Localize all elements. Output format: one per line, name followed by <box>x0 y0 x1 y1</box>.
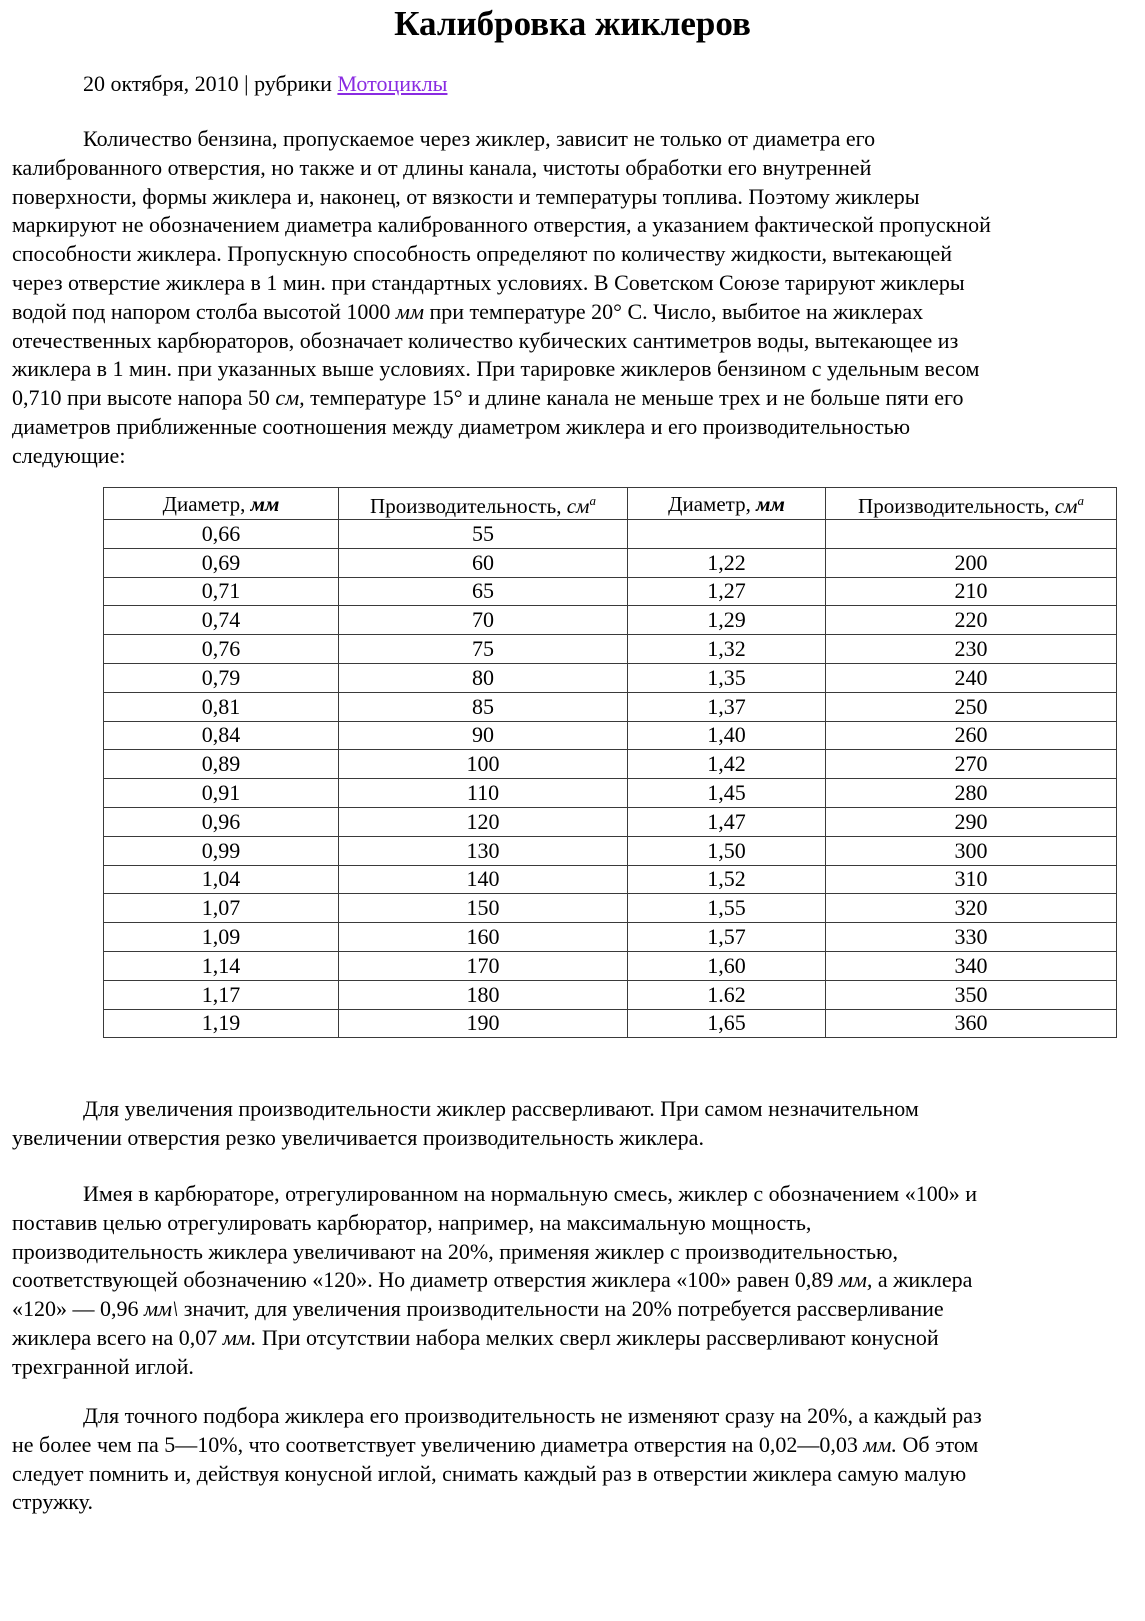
table-row <box>104 865 1117 894</box>
table-body <box>104 520 1117 1038</box>
cell-throughput-left: 65 <box>339 577 628 606</box>
table-header-row <box>104 488 1117 520</box>
text-line: калиброванного отверстия, но также и от длины канала, чистоты обработки его внутренней <box>12 154 872 180</box>
table-row <box>104 520 1117 549</box>
text-line: через отверстие жиклера в 1 мин. при стандартных условиях. В Советском Союзе тарируют жиклеры <box>12 269 965 295</box>
cell-diameter-left: 1,09 <box>104 923 339 952</box>
cell-diameter-left: 0,84 <box>104 721 339 750</box>
category-prefix: рубрики <box>254 71 338 96</box>
text-line: способности жиклера. Пропускную способность определяют по количеству жидкости, вытекающей <box>12 241 953 267</box>
cell-throughput-left: 55 <box>339 520 628 549</box>
text-fragment: жиклера всего на 0,07 <box>12 1324 223 1350</box>
cell-throughput-right <box>826 520 1117 549</box>
text-line: жиклера в 1 мин. при указанных выше условиях. При тарировке жиклеров бензином с удельным весом <box>12 356 980 382</box>
post-meta <box>83 70 447 98</box>
cell-throughput-left: 160 <box>339 923 628 952</box>
cell-throughput-left: 100 <box>339 750 628 779</box>
unit-text: см, <box>275 385 305 411</box>
cell-throughput-right: 360 <box>826 1009 1117 1038</box>
text-line: увеличении отверстия резко увеличивается производительность жиклера. <box>12 1124 704 1150</box>
table-row <box>104 548 1117 577</box>
table-row <box>104 606 1117 635</box>
cell-diameter-right <box>628 520 826 549</box>
text-line <box>12 1324 1136 1353</box>
cell-diameter-right: 1,60 <box>628 951 826 980</box>
table-row <box>104 1009 1117 1038</box>
unit-text: мм <box>395 298 424 324</box>
cell-throughput-right: 200 <box>826 548 1117 577</box>
table-row <box>104 577 1117 606</box>
text-line: маркируют не обозначением диаметра калиброванного отверстия, а указанием фактической пропускной <box>12 212 991 238</box>
cell-throughput-right: 210 <box>826 577 1117 606</box>
cell-diameter-right: 1,27 <box>628 577 826 606</box>
cell-throughput-right: 260 <box>826 721 1117 750</box>
cell-throughput-left: 180 <box>339 980 628 1009</box>
unit-text: мм. <box>863 1431 897 1457</box>
table-row <box>104 663 1117 692</box>
cell-diameter-left: 1,04 <box>104 865 339 894</box>
unit-text: мм, <box>838 1267 873 1293</box>
text-fragment: а жиклера <box>872 1267 973 1293</box>
cell-diameter-right: 1.62 <box>628 980 826 1009</box>
header-throughput-2 <box>826 488 1117 520</box>
cell-diameter-right: 1,57 <box>628 923 826 952</box>
cell-diameter-left: 0,91 <box>104 779 339 808</box>
cell-throughput-right: 320 <box>826 894 1117 923</box>
cell-diameter-left: 0,89 <box>104 750 339 779</box>
cell-diameter-left: 1,19 <box>104 1009 339 1038</box>
cell-throughput-right: 300 <box>826 836 1117 865</box>
cell-diameter-left: 1,14 <box>104 951 339 980</box>
paragraph-drilling <box>12 1095 1136 1153</box>
text-fragment: соответствующей обозначению «120». Но диаметр отверстия жиклера «100» равен 0,89 <box>12 1267 839 1293</box>
intro-paragraph <box>12 125 1136 471</box>
header-throughput-1 <box>339 488 628 520</box>
header-diameter-1 <box>104 488 339 520</box>
table-row <box>104 807 1117 836</box>
cell-diameter-right: 1,32 <box>628 635 826 664</box>
table-row <box>104 779 1117 808</box>
paragraph-example <box>12 1180 1136 1382</box>
cell-throughput-right: 230 <box>826 635 1117 664</box>
unit-text: мм. <box>222 1324 257 1350</box>
header-unit: см <box>566 494 590 518</box>
header-sup: а <box>589 493 596 508</box>
cell-throughput-left: 80 <box>339 663 628 692</box>
cell-throughput-left: 120 <box>339 807 628 836</box>
cell-throughput-left: 150 <box>339 894 628 923</box>
cell-diameter-right: 1,40 <box>628 721 826 750</box>
text-line: следует помнить и, действуя конусной иглой, снимать каждый раз в отверстии жиклера самую малую <box>12 1460 967 1486</box>
text-fragment: 0,710 при высоте напора 50 <box>12 385 276 411</box>
cell-throughput-right: 350 <box>826 980 1117 1009</box>
header-label: Диаметр, <box>162 491 251 516</box>
cell-diameter-right: 1,29 <box>628 606 826 635</box>
text-line: стружку. <box>12 1489 93 1515</box>
cell-throughput-left: 85 <box>339 692 628 721</box>
cell-diameter-right: 1,37 <box>628 692 826 721</box>
cell-throughput-left: 140 <box>339 865 628 894</box>
text-line: диаметров приближенные соотношения между диаметром жиклера и его производительностью <box>12 413 911 439</box>
cell-throughput-right: 340 <box>826 951 1117 980</box>
cell-throughput-right: 270 <box>826 750 1117 779</box>
table-row <box>104 750 1117 779</box>
cell-diameter-left: 0,79 <box>104 663 339 692</box>
header-sup: а <box>1077 493 1084 508</box>
cell-throughput-left: 190 <box>339 1009 628 1038</box>
text-line: отечественных карбюраторов, обозначает количество кубических сантиметров воды, вытекающее из <box>12 327 959 353</box>
text-line: Имея в карбюраторе, отрегулированном на нормальную смесь, жиклер с обозначением «100» и <box>83 1181 977 1206</box>
text-line <box>12 1295 1136 1324</box>
unit-text: мм\ <box>144 1296 179 1322</box>
post-date: 20 октября, 2010 <box>83 71 239 96</box>
page-title: Калибровка жиклеров <box>394 4 751 43</box>
table-row <box>104 692 1117 721</box>
cell-throughput-right: 220 <box>826 606 1117 635</box>
cell-diameter-left: 1,07 <box>104 894 339 923</box>
cell-diameter-left: 0,66 <box>104 520 339 549</box>
calibration-table-wrapper <box>103 487 1116 1038</box>
text-fragment: значит, для увеличения производительности на 20% потребуется рассверливание <box>178 1296 944 1322</box>
cell-diameter-left: 0,96 <box>104 807 339 836</box>
header-label: Производительность, <box>370 494 567 518</box>
cell-throughput-left: 170 <box>339 951 628 980</box>
text-line <box>12 1266 1136 1295</box>
header-label: Производительность, <box>858 494 1055 518</box>
text-line: производительность жиклера увеличивают на 20%, применяя жиклер с производительностью, <box>12 1238 898 1264</box>
text-line: трехгранной иглой. <box>12 1353 194 1379</box>
table-row <box>104 980 1117 1009</box>
text-line <box>12 384 1136 413</box>
cell-throughput-right: 330 <box>826 923 1117 952</box>
cell-throughput-left: 110 <box>339 779 628 808</box>
cell-diameter-right: 1,65 <box>628 1009 826 1038</box>
cell-diameter-right: 1,42 <box>628 750 826 779</box>
cell-throughput-right: 310 <box>826 865 1117 894</box>
text-fragment: не более чем па 5—10%, что соответствует увеличению диаметра отверстия на 0,02—0,03 <box>12 1431 864 1457</box>
text-fragment: При отсутствии набора мелких сверл жиклеры рассверливают конусной <box>256 1324 939 1350</box>
cell-diameter-right: 1,52 <box>628 865 826 894</box>
text-fragment: Об этом <box>896 1431 979 1457</box>
cell-throughput-left: 90 <box>339 721 628 750</box>
text-line <box>12 1431 1136 1460</box>
cell-throughput-left: 130 <box>339 836 628 865</box>
cell-throughput-left: 70 <box>339 606 628 635</box>
text-fragment: «120» — 0,96 <box>12 1296 144 1322</box>
header-diameter-2 <box>628 488 826 520</box>
paragraph-precision <box>12 1402 1136 1517</box>
header-unit: см <box>1054 494 1078 518</box>
table-row <box>104 635 1117 664</box>
cell-diameter-left: 0,71 <box>104 577 339 606</box>
text-fragment: температуре 15° и длине канала не меньше трех и не больше пяти его <box>304 385 964 411</box>
header-unit: мм <box>250 491 280 516</box>
text-fragment: при температуре 20° С. Число, выбитое на жиклерах <box>424 298 924 324</box>
cell-diameter-right: 1,45 <box>628 779 826 808</box>
table-row <box>104 836 1117 865</box>
cell-throughput-right: 290 <box>826 807 1117 836</box>
cell-diameter-right: 1,50 <box>628 836 826 865</box>
cell-diameter-left: 0,74 <box>104 606 339 635</box>
cell-throughput-right: 250 <box>826 692 1117 721</box>
text-line: Количество бензина, пропускаемое через жиклер, зависит не только от диаметра его <box>83 126 876 151</box>
cell-diameter-right: 1,47 <box>628 807 826 836</box>
cell-diameter-left: 0,81 <box>104 692 339 721</box>
cell-throughput-left: 75 <box>339 635 628 664</box>
cell-throughput-right: 240 <box>826 663 1117 692</box>
text-line <box>12 298 1136 327</box>
meta-separator: | <box>238 71 255 96</box>
text-line: следующие: <box>12 442 126 468</box>
text-line: Для точного подбора жиклера его производительность не изменяют сразу на 20%, а каждый раз <box>83 1403 982 1428</box>
table-row <box>104 951 1117 980</box>
table-row <box>104 923 1117 952</box>
text-line: поверхности, формы жиклера и, наконец, от вязкости и температуры топлива. Поэтому жиклеры <box>12 183 920 209</box>
cell-throughput-right: 280 <box>826 779 1117 808</box>
header-label: Диаметр, <box>668 491 757 516</box>
cell-diameter-left: 1,17 <box>104 980 339 1009</box>
text-line: Для увеличения производительности жиклер рассверливают. При самом незначительном <box>83 1096 919 1121</box>
cell-diameter-left: 0,99 <box>104 836 339 865</box>
table-row <box>104 721 1117 750</box>
table-row <box>104 894 1117 923</box>
cell-diameter-left: 0,76 <box>104 635 339 664</box>
text-line: поставив целью отрегулировать карбюратор, например, на максимальную мощность, <box>12 1209 812 1235</box>
cell-diameter-right: 1,55 <box>628 894 826 923</box>
cell-throughput-left: 60 <box>339 548 628 577</box>
header-unit: мм <box>756 491 785 516</box>
cell-diameter-right: 1,35 <box>628 663 826 692</box>
category-link[interactable]: Мотоциклы <box>337 71 448 96</box>
cell-diameter-left: 0,69 <box>104 548 339 577</box>
cell-diameter-right: 1,22 <box>628 548 826 577</box>
text-fragment: водой под напором столба высотой 1000 <box>12 298 396 324</box>
calibration-table <box>103 487 1117 1038</box>
